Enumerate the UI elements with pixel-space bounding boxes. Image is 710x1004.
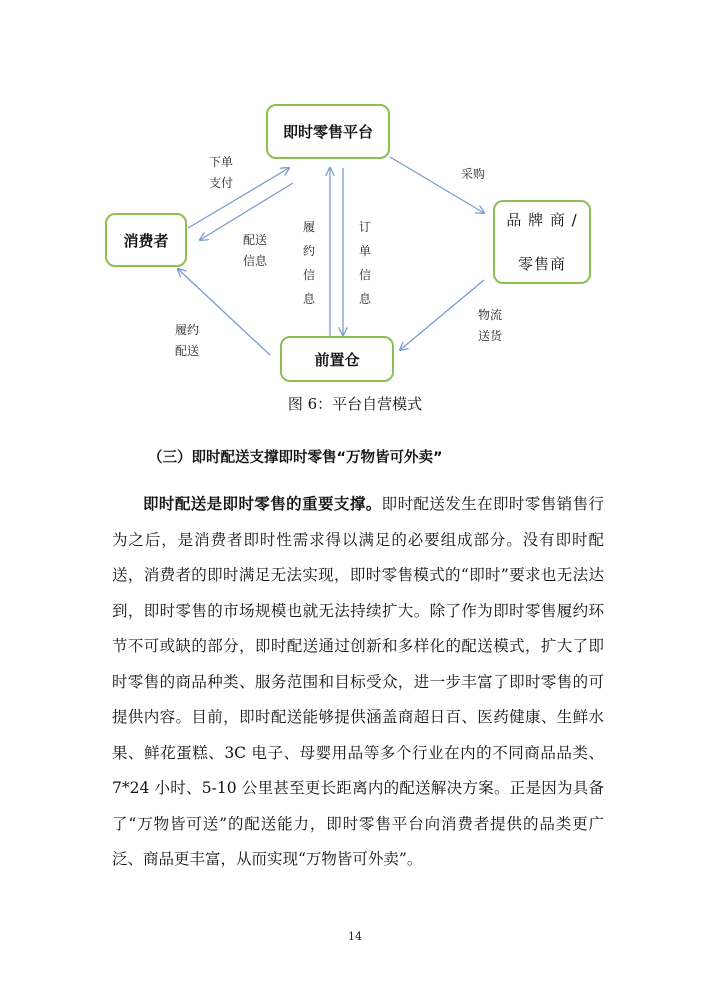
label-delivery-info: 配送 信息	[242, 233, 267, 268]
paragraph-body: 即时配送发生在即时零售销售行为之后，是消费者即时性需求得以满足的必要组成部分。没有即时配送，消费者的即时满足无法实现，即时零售模式的“即时”要求也无法达到，即时零售的市场规模也就无法持续扩大。除了作为即时零售履约环节不可或缺的部分，即时配送通过创新和多样化的配送模式，扩大了即时零售的商品种类、服务范围和目标受众，进一步丰富了即时零售的可提供内容。目前，即时配送能够提供涵盖商超日百、医药健康、生鲜水果、鲜花蛋糕、3C 电子、母婴用品等多个行业在内的不同商品品类、7*24 小时、5-10 公里甚至更长距离内的配送解决方案。正是因为具备了“万物皆可送”的配送能力，即时零售平台向消费者提供的品类更广泛、商品更丰富，从而实现“万物皆可外卖”。	[112, 495, 604, 868]
node-platform	[266, 104, 390, 159]
page-number: 14	[348, 930, 362, 943]
arrow-brand-to-warehouse	[400, 280, 484, 350]
label-fulfill-info: 履约信息	[302, 220, 315, 306]
node-warehouse	[280, 336, 394, 382]
node-brand-line2: 零售商	[517, 255, 566, 273]
label-purchase: 采购	[460, 167, 485, 181]
node-brand-line1: 品 牌 商 /	[506, 211, 578, 229]
paragraph-lead: 即时配送是即时零售的重要支撑。	[143, 495, 382, 513]
label-fulfill-delivery: 履约 配送	[174, 323, 199, 358]
label-order-pay: 下单 支付	[208, 155, 233, 190]
section-heading: （三）即时配送支撑即时零售“万物皆可外卖”	[148, 450, 443, 466]
node-consumer	[105, 213, 187, 267]
node-brand-retailer	[493, 200, 591, 284]
label-order-info: 订单信息	[358, 220, 371, 306]
node-platform-label: 即时零售平台	[282, 123, 373, 141]
label-logistics: 物流 送货	[477, 308, 502, 343]
figure-caption: 图 6：平台自营模式	[287, 395, 423, 413]
body-paragraph	[112, 487, 604, 878]
retail-flow-diagram	[0, 0, 710, 400]
node-warehouse-label: 前置仓	[314, 350, 360, 369]
node-consumer-label: 消费者	[123, 231, 169, 250]
